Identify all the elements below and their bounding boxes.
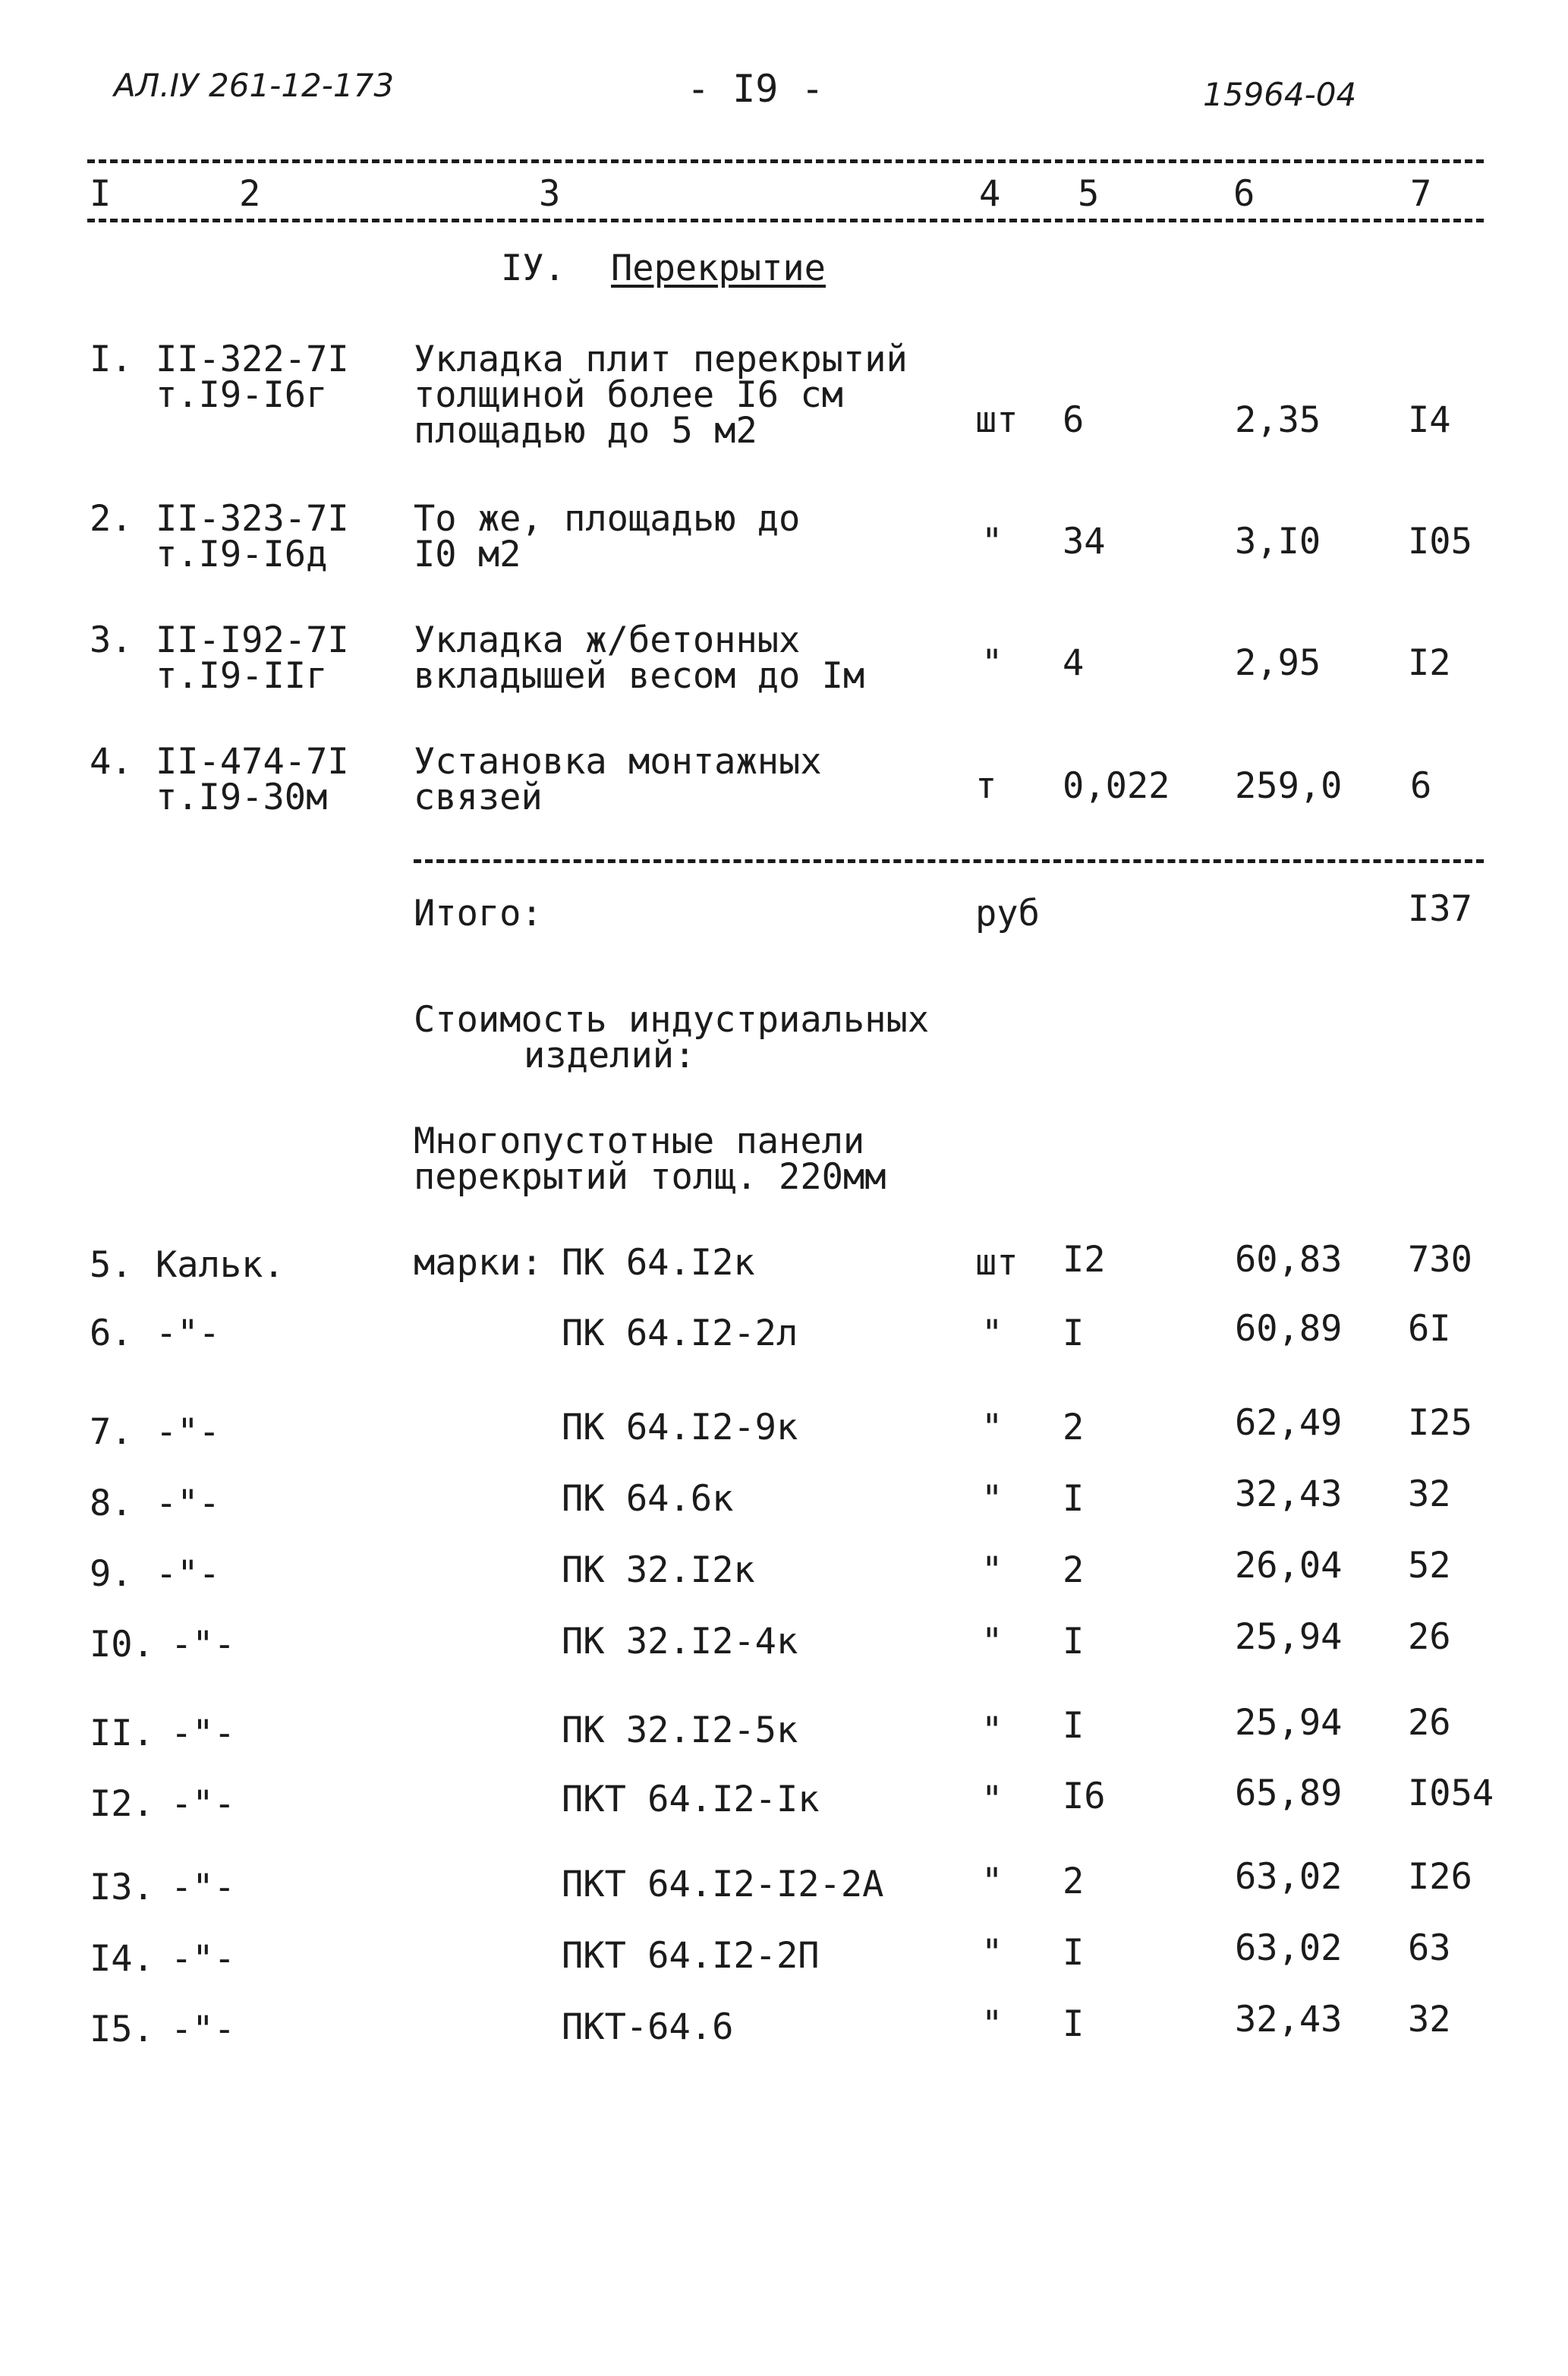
industrial-products-heading: Стоимость индустриальных изделий: [414, 999, 930, 1076]
row-4-number: 4. [90, 741, 133, 783]
row-1-quantity: 6 [1063, 399, 1085, 441]
document-code: АЛ.IУ 261-12-173 [114, 67, 395, 104]
row-2-total: I05 [1408, 521, 1472, 562]
row-3-code: II-I92-7I т.I9-IIг [156, 619, 349, 697]
row-2-quantity: 34 [1063, 521, 1106, 562]
row-4-unit: т [975, 765, 997, 807]
row-3-quantity: 4 [1063, 642, 1085, 684]
row-2-unit: " [981, 521, 1003, 562]
column-number-6: 6 [1233, 173, 1255, 215]
header-rule-top [87, 159, 1484, 163]
row-1-total: I4 [1408, 399, 1451, 441]
subtotal-unit: руб [975, 893, 1040, 934]
row-4-total: 6 [1410, 765, 1432, 807]
column-number-5: 5 [1078, 173, 1100, 215]
header-rule-bottom [87, 219, 1484, 222]
panels-heading: Многопустотные панели перекрытий толщ. 220мм [414, 1120, 886, 1198]
row-4-code: II-474-7I т.I9-30м [156, 741, 349, 818]
row-3-number: 3. [90, 619, 133, 661]
section-title: Перекрытие [611, 247, 826, 289]
row-1-unit: шт [975, 399, 1019, 441]
subtotal-total: I37 [1408, 888, 1472, 930]
row-3-total: I2 [1408, 642, 1451, 684]
section-number: IУ. [501, 247, 565, 289]
row-3-unit: " [981, 642, 1003, 684]
column-number-1: I [90, 173, 112, 215]
row-1-number: I. [90, 339, 133, 380]
column-number-3: 3 [539, 173, 561, 215]
registration-number: 15964-04 [1203, 76, 1357, 113]
marks-label: марки: [414, 1242, 543, 1284]
subtotal-rule [414, 859, 1484, 863]
column-number-4: 4 [979, 173, 1001, 215]
row-3-description: Укладка ж/бетонных вкладышей весом до Iм [414, 619, 865, 697]
subtotal-label: Итого: [414, 893, 543, 934]
row-4-description: Установка монтажных связей [414, 741, 822, 818]
column-number-7: 7 [1410, 173, 1432, 215]
row-2-description: То же, площадью до I0 м2 [414, 498, 801, 575]
row-4-quantity: 0,022 [1063, 765, 1170, 807]
row-2-code: II-323-7I т.I9-I6д [156, 498, 349, 575]
row-2-number: 2. [90, 498, 133, 540]
column-number-2: 2 [239, 173, 261, 215]
row-1-description: Укладка плит перекрытий толщиной более I6 см площадью до 5 м2 [414, 339, 908, 452]
row-3-price: 2,95 [1235, 642, 1321, 684]
row-1-price: 2,35 [1235, 399, 1321, 441]
row-4-price: 259,0 [1235, 765, 1343, 807]
page-number: - I9 - [687, 67, 824, 111]
row-1-code: II-322-7I т.I9-I6г [156, 339, 349, 416]
row-2-price: 3,I0 [1235, 521, 1321, 562]
